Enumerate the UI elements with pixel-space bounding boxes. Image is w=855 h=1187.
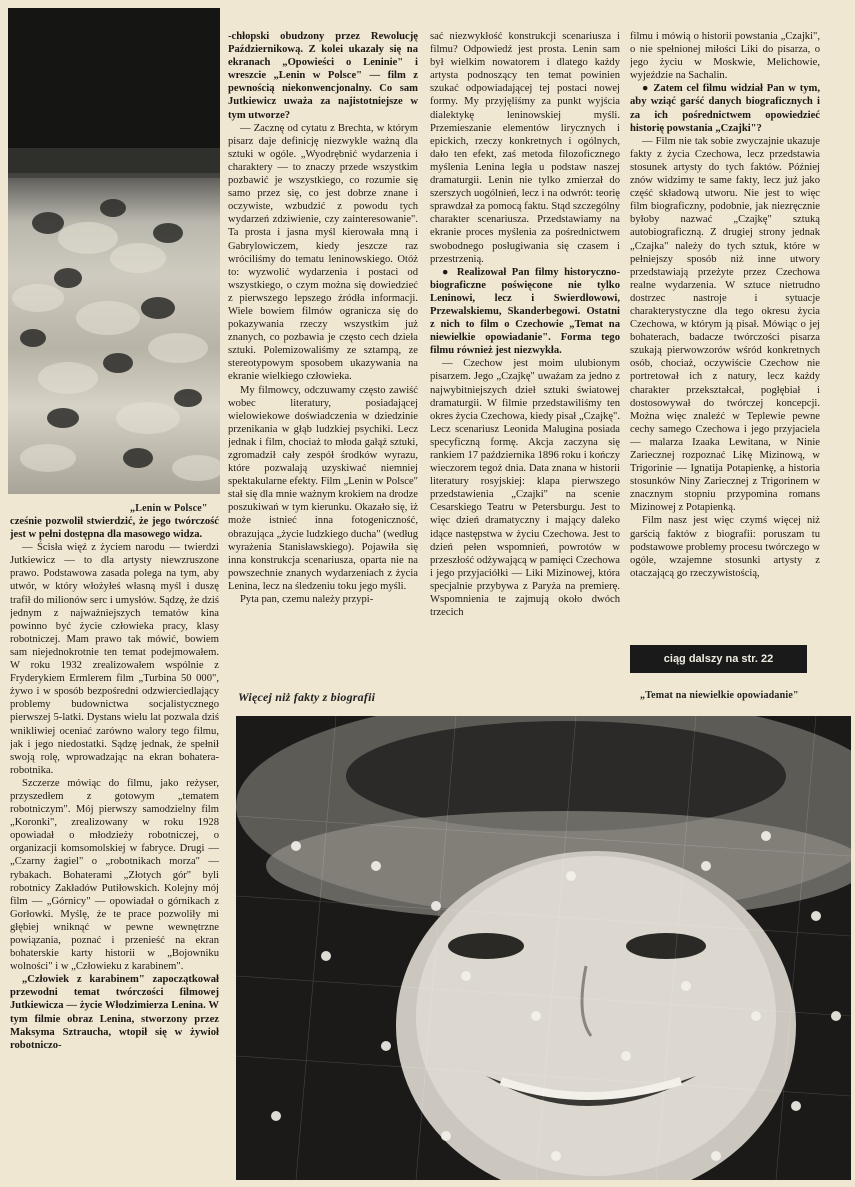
paragraph: Pyta pan, czemu należy przypi- xyxy=(240,594,374,606)
article-column-1 xyxy=(10,515,219,1180)
sheep-photo-graphic xyxy=(8,8,220,494)
interview-question xyxy=(430,266,620,358)
caption-temat-na-niewielkie-opowiadanie: „Temat na niewielkie opowiadanie" xyxy=(640,690,799,701)
question-text: Realizował Pan filmy historyczno-biograficzne poświęcone nie tylko Leninowi, lecz i Swierdłowowi, Przewalskiemu, Skanderbegowi. Ostatni z nich to film o Czechowie „Temat na niewielkie opowiadanie". Forma tego filmu również jest niezwykła. xyxy=(430,266,620,357)
paragraph: Szczerze mówiąc do filmu, jako reżyser, przyszedłem z gotowym „tematem robotniczym". Mój pierwszy samodzielny film „Koronki", zrealizowany w roku 1928 opowiadał o młodzieży robotniczej, o organizacji komsomolskiej w fabryce. Drugi — „Czarny żagiel" o „robotnikach morza" — rybakach. Bohaterami „Złotych gór" byli robotnicy Zakładów Putiłowskich. Kolejny mój film — „Górnicy" — opowiadał o górnikach z Gorłowki. Myślę, że te prace pozwoliły mi głębiej wniknąć w pewne wewnętrzne powiązania, poznać i przenieść na ekran bohaterskie karty historii w „Bojowniku wolności" i w „Człowieku z karabinem". xyxy=(10,777,219,973)
film-still-lenin-w-polsce xyxy=(8,8,220,494)
bullet-icon: ● xyxy=(642,83,654,95)
paragraph: cześnie pozwolił stwierdzić, że jego twórczość jest w pełni dostępna dla masowego widza. xyxy=(10,516,219,541)
paragraph: sać niezwykłość konstrukcji scenariusza i filmu? Odpowiedź jest prosta. Lenin sam był wielkim nowatorem i dlatego każdy artysta podnoszący ten temat powinien szukać odpowiadającej tej postaci nowej formy. My przyjęliśmy za punkt wyjścia dialektykę leninowskiej myśli. Przemieszanie elementów lirycznych i epickich, rzeczy konkretnych i ogólnych, dało ten efekt, zaś metoda filozoficznego myślenia Lenina legła u podstaw naszej dramaturgii. Lenin nie tylko zmierzał do szerszych uogólnień, lecz i na odwrót: teorię sprawdzał za pomocą faktu. Stąd szczególny charakter scenariusza. Przedstawiamy na ekranie proces myślenia za pośrednictwem swobodnego posługiwania się czasem i przestrzenią. xyxy=(430,31,620,265)
paragraph: My filmowcy, odczuwamy często zawiść wobec literatury, posiadającej wielowiekowe doświadczenia w dziedzinie przenikania w głąb ludzkiej psychiki. Lecz jednak i film, chociaż to młoda gałąź sztuki, zgromadził cały zespół środków wyrazu, które pozwalają uzyskiwać niemniej spektakularne efekty. Film „Lenin w Polsce" stał się dla mnie ważnym krokiem na drodze poszukiwań w tym kierunku. Okazało się, iż może istnieć inna fotogeniczność, obrazująca „życie ludzkiego ducha" (według wyrażenia Stanisławskiego). Pojawiła się inna konstrukcja scenariusza, oparta nie na powszechnie znanych wydarzeniach z życia Lenina, lecz na śledzeniu toku jego myśli. xyxy=(228,384,418,592)
article-column-4 xyxy=(630,30,820,635)
paragraph: -chłopski obudzony przez Rewolucję Październikową. Z kolei ukazały się na ekranach „Opowieści o Leninie" i wreszcie „Lenin w Polsce" — film z pewnością niekonwencjonalny. Co sam Jutkiewicz uważa za najistotniejsze w tym utworze? xyxy=(228,31,418,121)
question-text: Zatem cel filmu widział Pan w tym, aby wziąć garść danych biograficznych i za ich pośrednictwem opowiedzieć historię powstania „Czajki"? xyxy=(630,83,820,134)
article-column-2 xyxy=(228,30,418,690)
bullet-icon: ● xyxy=(442,266,457,278)
film-still-woman-with-veil xyxy=(236,716,851,1180)
article-column-3 xyxy=(430,30,620,690)
paragraph: „Człowiek z karabinem" zapoczątkował przewodni temat twórczości filmowej Jutkiewicza — życie Włodzimierza Lenina. W tym filmie obraz Lenina, stworzony przez Maksyma Sztraucha, wtopił się w żywioł robotniczo- xyxy=(10,974,219,1051)
section-title: Więcej niż fakty z biografii xyxy=(238,690,376,704)
paragraph: filmu i mówią o historii powstania „Czajki", o nie spełnionej miłości Liki do pisarza, o jego życiu w Moskwie, Melichowie, wyjeździe na Sachalin. xyxy=(630,31,820,82)
veil-portrait-graphic xyxy=(236,716,851,1180)
paragraph: Film nasz jest więc czymś więcej niż garścią faktów z biografii: poruszam tu podstawowe problemy procesu twórczego w ogóle, wzajemne stosunki artysty z otaczającą go rzeczywistością, xyxy=(630,515,820,579)
paragraph: — Czechow jest moim ulubionym pisarzem. Jego „Czajkę" uważam za jedno z najwybitniejszych dzieł sztuki światowej dramaturgii. W filmie przedstawiliśmy ten okres życia Czechowa, kiedy pisał „Czajkę". Lecz scenariusz Leonida Malugina posiada specyficzną formę. Akcja zaczyna się rankiem 17 października 1896 roku i kończy wieczorem tegoż dnia. Data znana w historii literatury rosyjskiej: klapa pierwszego przedstawienia „Czajki" na scenie Cesarskiego Teatru w Petersburgu. Jest to więc dzień dramatyczny i mający daleko idące następstwa w życiu Czechowa. Jest to dzień pełen wspomnień, powrotów w przeszłość odżywającą w pamięci Czechowa i jego przyjaciółki — Liki Mizinowej, która specjalnie przybywa z Paryża na premierę. Wspomnienia te zajmują około dwóch trzecich xyxy=(430,358,620,619)
paragraph: — Ścisła więź z życiem narodu — twierdzi Jutkiewicz — to dla artysty niewzruszone prawo. Podstawowa zasada polega na tym, aby utwór, w który włożyłeś własną myśl i duszę trafił do milionów serc i umysłów. Sądzę, że dziś jednym z najważniejszych tematów kina powinno być życie człowieka pracy, klasy robotniczej. Mam prawo tak mówić, bowiem sam niejednokrotnie ten temat podejmowałem. W roku 1932 zrealizowałem wspólnie z Fryderykiem Ermlerem film „Turbina 50 000", żywo i w sposób bezpośredni odzwierciedlający problemy budownictwa socjalistycznego pierwszej 5-latki. Dystans wielu lat pozwala dziś wnikliwiej oceniać zarówno walory tego filmu, jak i jego niedostatki. Sądzę jednak, że spełnił swoją rolę, wprowadzając na ekran bohatera-robotnika. xyxy=(10,542,219,776)
interview-question xyxy=(630,82,820,134)
paragraph: — Zacznę od cytatu z Brechta, w którym pisarz daje definicję niezwykle ważną dla sztuki w ogóle. „Wyodrębnić wydarzenia i charaktery — to znaczy przede wszystkim pozbawić je wszystkiego, co rozumie się samo przez się, co jest dobrze znane i oczywiste, wzbudzić z powodu tych wydarzeń zdziwienie, czy zainteresowanie". Ta prosta i jasna myśl kierowała mną i Gabrylowiczem, kiedy jeszcze raz wróciliśmy do tematu leninowskiego. Otóż to: wyzwolić wydarzenia i postaci od wszystkiego, o czym można się dowiedzieć z pierwszego lepszego źródła informacji. Wiele bowiem filmów ogranicza się do pokazywania rzeczy wszystkim już znanych, co pozbawia je często cech dzieła sztuki. Polemizowaliśmy ze sztampą, ze stereotypowym sposobem ukazywania na ekranie wielkiego człowieka. xyxy=(228,122,418,383)
paragraph: — Film nie tak sobie zwyczajnie ukazuje fakty z życia Czechowa, lecz przedstawia stosunek artysty do tych faktów. Później znów widzimy te same fakty, lecz już jako część składową utworu. Nie jest to więc film biograficzny, podobnie, jak niezręcznie byłoby nazwać „Czajkę" sztuką autobiograficzną. Z drugiej strony jednak „Czajka" należy do tych sztuk, które w pełniejszy sposób niż inne utwory przedstawiają przeżyte przez Czechowa realne wydarzenia. W sztuce nietrudno dostrzec nastroje i sytuacje charakterystyczne dla tego okresu życia Czechowa, w którym ją pisał. Mówiąc o jej bohaterach, badacze twórczości pisarza szukają pierwowzorów wśród konkretnych osób, chociaż, oczywiście Czechow nie portretował ich z natury, lecz każdy charakter przekształcał, pogłębiał i dostosowywał do twórczej koncepcji. Można więc znaleźć w Teplewie pewne cechy samego Czechowa i jego przyjaciela — malarza Izaaka Lewitana, w Ninie Zariecznej rozpoznać Likę Mizinową, w Trigorinie — Ignatija Potapienkę, a historia stosunków Niny Zariecznej z Trigorinem w znacznym stopniu przypomina romans Mizinowej z Potapienką. xyxy=(630,135,820,514)
caption-lenin-w-polsce: „Lenin w Polsce" xyxy=(130,503,208,514)
continued-on-page-banner: ciąg dalszy na str. 22 xyxy=(630,645,807,673)
